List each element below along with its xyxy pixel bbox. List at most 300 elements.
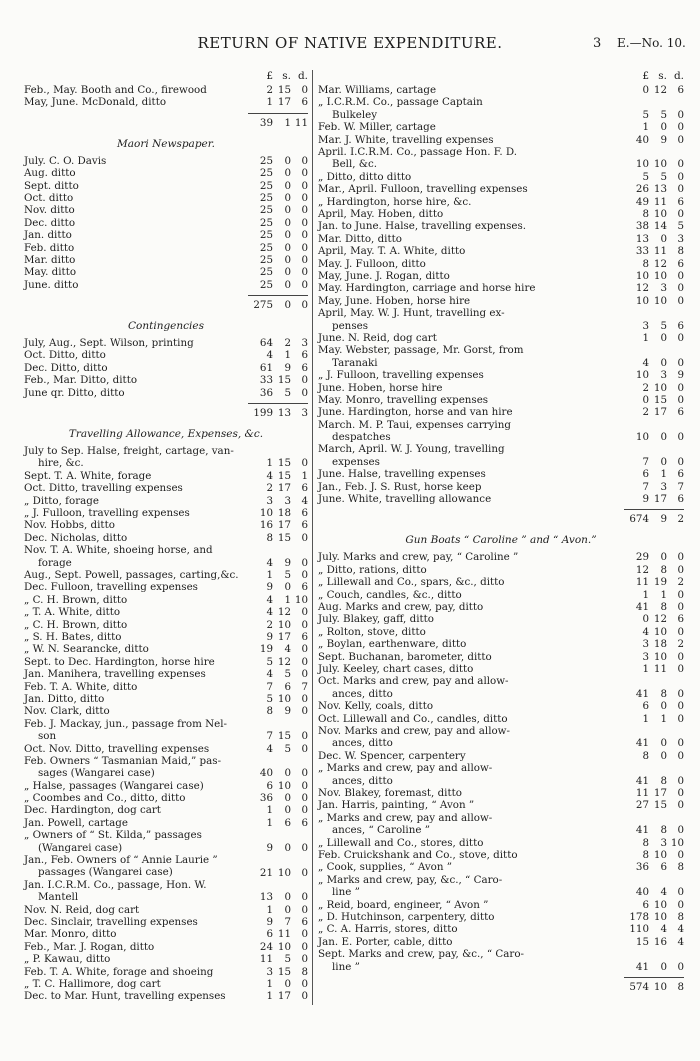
entry-text: Dec. ditto bbox=[24, 216, 76, 229]
ledger-row bbox=[24, 254, 308, 266]
pence: 6 bbox=[301, 361, 308, 374]
entry-description bbox=[24, 792, 186, 804]
shillings: 3 bbox=[284, 494, 291, 507]
shillings: 0 bbox=[660, 960, 667, 973]
pence: 0 bbox=[677, 687, 684, 700]
ledger-row bbox=[24, 718, 308, 743]
pounds: 7 bbox=[266, 680, 273, 693]
entry-text-continued: sages (Wangarei case) bbox=[38, 767, 155, 780]
entry-description bbox=[24, 978, 161, 990]
ledger-row bbox=[24, 242, 308, 254]
entry-description bbox=[24, 519, 115, 531]
amount bbox=[628, 382, 684, 394]
pounds: 25 bbox=[259, 216, 273, 229]
left-column bbox=[24, 70, 308, 1003]
entry-text: Jan. Ditto, ditto bbox=[24, 692, 105, 705]
pence: 9 bbox=[677, 369, 684, 382]
entry-text-continued: Mantell bbox=[38, 891, 79, 904]
ledger-row bbox=[24, 804, 308, 816]
ledger-row bbox=[24, 569, 308, 581]
entry-description bbox=[24, 155, 106, 167]
pence: 7 bbox=[677, 480, 684, 493]
amount bbox=[252, 167, 308, 179]
amount bbox=[252, 229, 308, 241]
entry-text: Jan., Feb. J. S. Rust, horse keep bbox=[318, 480, 482, 493]
pounds: 1 bbox=[266, 978, 273, 991]
pence: 4 bbox=[301, 494, 308, 507]
entry-text-continued: hire, &c. bbox=[38, 457, 84, 470]
amount bbox=[252, 681, 308, 693]
ledger-row bbox=[318, 220, 684, 232]
ledger-row bbox=[318, 762, 684, 787]
amount bbox=[252, 407, 308, 419]
entry-description bbox=[318, 493, 491, 505]
shillings: 15 bbox=[653, 393, 667, 406]
pounds: 25 bbox=[259, 229, 273, 242]
pounds: 4 bbox=[266, 606, 273, 619]
entry-description bbox=[318, 936, 453, 948]
amount bbox=[252, 519, 308, 531]
entry-description bbox=[24, 928, 116, 940]
entry-description bbox=[24, 482, 183, 494]
pounds: 1 bbox=[266, 804, 273, 817]
pounds: 674 bbox=[629, 513, 649, 526]
shillings: 3 bbox=[660, 480, 667, 493]
entry-text: July. C. O. Davis bbox=[24, 154, 107, 167]
pounds: 5 bbox=[642, 170, 649, 183]
amount bbox=[628, 84, 684, 96]
pounds: 41 bbox=[635, 960, 649, 973]
pence: 0 bbox=[677, 625, 684, 638]
amount bbox=[252, 978, 308, 990]
shillings: 0 bbox=[284, 204, 291, 217]
shillings: 9 bbox=[284, 361, 291, 374]
entry-text: Feb., Mar. J. Rogan, ditto bbox=[24, 940, 155, 953]
shillings: 5 bbox=[660, 108, 667, 121]
entry-text: „ P. Kawau, ditto bbox=[24, 953, 111, 966]
shillings: 0 bbox=[284, 191, 291, 204]
entry-text: „ Lillewall and Co., spars, &c., ditto bbox=[318, 576, 505, 589]
ledger-row bbox=[318, 589, 684, 601]
amount bbox=[628, 109, 684, 121]
pence: 3 bbox=[301, 337, 308, 350]
pounds: 4 bbox=[642, 625, 649, 638]
ledger-row bbox=[24, 743, 308, 755]
entry-text: Sept. Marks and crew, pay, &c., “ Caro- bbox=[318, 948, 525, 961]
pounds: 6 bbox=[642, 898, 649, 911]
pounds: 7 bbox=[266, 730, 273, 743]
entry-description bbox=[318, 663, 473, 675]
section-title-maori-newspaper: Maori Newspaper. bbox=[117, 137, 215, 150]
entry-text: Mar. ditto bbox=[24, 253, 76, 266]
shillings: 0 bbox=[284, 278, 291, 291]
pounds: 1 bbox=[266, 96, 273, 109]
entry-description bbox=[24, 966, 213, 978]
ledger-row bbox=[318, 750, 684, 762]
shillings: 6 bbox=[284, 816, 291, 829]
entry-text: „ D. Hutchinson, carpentery, ditto bbox=[318, 910, 495, 923]
pounds: 39 bbox=[259, 116, 273, 129]
pounds: 1 bbox=[266, 569, 273, 581]
shillings: 17 bbox=[277, 96, 291, 109]
entry-text-continued: ances, ditto bbox=[332, 737, 393, 750]
pence: 8 bbox=[677, 910, 684, 923]
shillings: 17 bbox=[653, 406, 667, 419]
shillings: 0 bbox=[660, 700, 667, 713]
gun-boats-total bbox=[318, 976, 684, 996]
pence: 0 bbox=[301, 804, 308, 817]
pounds: 36 bbox=[635, 861, 649, 874]
pence: 0 bbox=[301, 531, 308, 544]
ledger-row bbox=[318, 295, 684, 307]
shillings: 3 bbox=[660, 836, 667, 849]
ledger-row bbox=[318, 406, 684, 418]
amount bbox=[252, 299, 308, 311]
entry-description bbox=[318, 468, 486, 480]
amount bbox=[252, 279, 308, 291]
ledger-row bbox=[24, 829, 308, 854]
ledger-row bbox=[24, 631, 308, 643]
pence: 0 bbox=[301, 903, 308, 916]
amount bbox=[252, 631, 308, 643]
ledger-row bbox=[24, 84, 308, 96]
pence: 6 bbox=[677, 468, 684, 481]
pounds: 25 bbox=[259, 191, 273, 204]
shillings: 5 bbox=[660, 319, 667, 332]
entry-description bbox=[24, 349, 106, 361]
pounds: 61 bbox=[259, 361, 273, 374]
amount bbox=[628, 824, 684, 836]
shillings: 10 bbox=[277, 618, 291, 631]
shillings: 15 bbox=[277, 84, 291, 96]
pence: 5 bbox=[677, 220, 684, 233]
amount bbox=[252, 990, 308, 1002]
ledger-row bbox=[24, 854, 308, 879]
pounds: 49 bbox=[635, 195, 649, 208]
entry-text: „ Hardington, horse hire, &c. bbox=[318, 195, 472, 208]
ledger-row bbox=[318, 861, 684, 873]
ledger-row bbox=[24, 544, 308, 569]
pence: 0 bbox=[301, 266, 308, 279]
ledger-row bbox=[24, 916, 308, 928]
pence: 0 bbox=[677, 662, 684, 675]
entry-text: Feb., May. Booth and Co., firewood bbox=[24, 84, 207, 96]
entry-text: May. Webster, passage, Mr. Gorst, from bbox=[318, 344, 524, 357]
entry-description bbox=[318, 849, 518, 861]
entry-text: Jan. E. Porter, cable, ditto bbox=[318, 935, 453, 948]
ledger-row bbox=[318, 849, 684, 861]
entry-text: Feb. W. Miller, cartage bbox=[318, 121, 436, 134]
amount bbox=[252, 204, 308, 216]
amount bbox=[628, 638, 684, 650]
entry-description bbox=[318, 589, 462, 601]
pence: 6 bbox=[301, 816, 308, 829]
shillings: 4 bbox=[660, 886, 667, 899]
section-title-gun-boats: Gun Boats “ Caroline ” and “ Avon.” bbox=[405, 534, 597, 547]
entry-text: Oct. Ditto, travelling expenses bbox=[24, 482, 183, 495]
entry-text: Mar. J. White, travelling expenses bbox=[318, 133, 494, 146]
pounds: 5 bbox=[266, 692, 273, 705]
entry-description bbox=[318, 84, 436, 96]
entry-text: Sept. ditto bbox=[24, 179, 79, 192]
ledger-row bbox=[318, 270, 684, 282]
shillings: 12 bbox=[277, 606, 291, 619]
shillings: 17 bbox=[277, 990, 291, 1003]
ledger-row bbox=[24, 594, 308, 606]
pounds: 1 bbox=[642, 331, 649, 344]
ledger-row bbox=[318, 812, 684, 837]
shillings: 1 bbox=[284, 116, 291, 129]
shillings: 10 bbox=[653, 898, 667, 911]
pounds: 3 bbox=[642, 650, 649, 663]
entry-text: Jan. ditto bbox=[24, 229, 72, 242]
ledger-row bbox=[318, 923, 684, 935]
amount bbox=[252, 457, 308, 469]
entry-description bbox=[318, 481, 481, 493]
entry-text: June. Halse, travelling expenses bbox=[318, 468, 486, 481]
pounds: 25 bbox=[259, 278, 273, 291]
pounds: 41 bbox=[635, 687, 649, 700]
pence: 0 bbox=[301, 643, 308, 656]
shillings: 10 bbox=[653, 910, 667, 923]
entry-text: June. Hoben, horse hire bbox=[318, 381, 443, 394]
amount bbox=[628, 787, 684, 799]
entry-description bbox=[318, 369, 484, 381]
shillings: 8 bbox=[660, 563, 667, 576]
amount bbox=[628, 332, 684, 344]
amount bbox=[628, 961, 684, 973]
entry-text: Mar. Monro, ditto bbox=[24, 928, 117, 941]
shillings: 10 bbox=[653, 980, 667, 993]
pounds: 4 bbox=[642, 356, 649, 369]
pounds: 40 bbox=[635, 886, 649, 899]
entry-description bbox=[24, 594, 127, 606]
ledger-row bbox=[318, 551, 684, 563]
ledger-row bbox=[318, 307, 684, 332]
amount bbox=[252, 606, 308, 618]
shillings: 0 bbox=[660, 331, 667, 344]
entry-text: „ Lillewall and Co., stores, ditto bbox=[318, 836, 484, 849]
maori-newspaper-total bbox=[24, 294, 308, 314]
shillings: 1 bbox=[660, 588, 667, 601]
amount bbox=[252, 668, 308, 680]
section-total-row bbox=[24, 294, 308, 314]
entry-description bbox=[24, 374, 137, 386]
amount bbox=[252, 557, 308, 569]
ledger-row bbox=[318, 936, 684, 948]
shillings-header: s. bbox=[658, 70, 667, 82]
shillings: 5 bbox=[284, 386, 291, 399]
amount bbox=[252, 767, 308, 779]
pounds: 8 bbox=[642, 848, 649, 861]
pence: 0 bbox=[301, 990, 308, 1003]
pounds: 4 bbox=[266, 469, 273, 482]
entry-text: Jan. Manihera, travelling expenses bbox=[24, 668, 206, 681]
pence: 0 bbox=[301, 928, 308, 941]
amount bbox=[628, 700, 684, 712]
pence: 0 bbox=[301, 204, 308, 217]
pounds: 1 bbox=[266, 903, 273, 916]
amount bbox=[252, 242, 308, 254]
shillings: 0 bbox=[284, 179, 291, 192]
amount bbox=[252, 594, 308, 606]
entry-text: April, May. T. A. White, ditto bbox=[318, 245, 466, 258]
entry-text: Feb. Cruickshank and Co., stove, ditto bbox=[318, 848, 518, 861]
shillings: 19 bbox=[653, 576, 667, 589]
shillings: 15 bbox=[277, 531, 291, 544]
money-header-right bbox=[318, 70, 684, 84]
entry-description bbox=[318, 713, 508, 725]
entry-text: „ Ditto, rations, ditto bbox=[318, 563, 427, 576]
amount bbox=[252, 507, 308, 519]
pounds: 1 bbox=[642, 121, 649, 134]
amount bbox=[628, 564, 684, 576]
ledger-row bbox=[318, 369, 684, 381]
pence: 0 bbox=[677, 294, 684, 307]
pence: 0 bbox=[677, 960, 684, 973]
entry-description bbox=[24, 693, 104, 705]
entry-description bbox=[24, 705, 110, 717]
ledger-row bbox=[318, 233, 684, 245]
pence: 0 bbox=[677, 786, 684, 799]
pence: 0 bbox=[301, 891, 308, 904]
amount bbox=[628, 468, 684, 480]
amount bbox=[628, 320, 684, 332]
entry-text: July. Keeley, chart cases, ditto bbox=[318, 662, 474, 675]
entry-text: Sept. T. A. White, forage bbox=[24, 469, 152, 482]
shillings: 6 bbox=[660, 861, 667, 874]
entry-text: „ Rolton, stove, ditto bbox=[318, 625, 426, 638]
pounds: 36 bbox=[259, 386, 273, 399]
entry-description bbox=[24, 743, 209, 755]
pounds: 19 bbox=[259, 643, 273, 656]
pence: 0 bbox=[677, 898, 684, 911]
pence: 6 bbox=[677, 613, 684, 626]
entry-text: Feb., Mar. Ditto, ditto bbox=[24, 374, 138, 387]
entry-description bbox=[318, 121, 436, 133]
shillings: 5 bbox=[660, 170, 667, 183]
pence: 0 bbox=[677, 393, 684, 406]
ledger-row bbox=[24, 217, 308, 229]
pence: 1 bbox=[301, 469, 308, 482]
pounds: 21 bbox=[259, 866, 273, 879]
shillings: 9 bbox=[660, 513, 667, 526]
ledger-row bbox=[318, 258, 684, 270]
shillings: 13 bbox=[277, 407, 291, 420]
entry-text: Mar. Williams, cartage bbox=[318, 84, 437, 96]
shillings: 6 bbox=[284, 680, 291, 693]
pounds: 64 bbox=[259, 337, 273, 350]
pounds: 1 bbox=[642, 588, 649, 601]
pence: 0 bbox=[677, 650, 684, 663]
pence: 6 bbox=[301, 916, 308, 929]
entry-text: „ W. N. Searancke, ditto bbox=[24, 643, 149, 656]
pence: 0 bbox=[301, 154, 308, 167]
pence: 0 bbox=[677, 331, 684, 344]
amount bbox=[628, 245, 684, 257]
pounds: 5 bbox=[642, 108, 649, 121]
shillings: 8 bbox=[660, 687, 667, 700]
pounds: 9 bbox=[266, 630, 273, 643]
entry-text: May. J. Fulloon, ditto bbox=[318, 257, 426, 270]
shillings: 0 bbox=[284, 581, 291, 594]
shillings-header: s. bbox=[282, 70, 291, 82]
entry-text: May. Hardington, carriage and horse hire bbox=[318, 282, 536, 295]
pence: 0 bbox=[301, 556, 308, 569]
page-number: 3 bbox=[593, 36, 602, 51]
ledger-row bbox=[318, 332, 684, 344]
entry-text: Feb. T. A. White, forage and shoeing bbox=[24, 965, 214, 978]
entry-description bbox=[24, 96, 166, 108]
shillings: 0 bbox=[284, 792, 291, 805]
entry-text: Dec. to Mar. Hunt, travelling expenses bbox=[24, 990, 226, 1003]
entry-text: April. I.C.R.M. Co., passage Hon. F. D. bbox=[318, 145, 518, 158]
pounds: 199 bbox=[253, 407, 273, 420]
entry-text: Feb. T. A. White, ditto bbox=[24, 680, 138, 693]
right-column bbox=[318, 70, 684, 996]
entry-text: Jan. I.C.R.M. Co., passage, Hon. W. bbox=[24, 878, 207, 891]
entry-text: Oct. Lillewall and Co., candles, ditto bbox=[318, 712, 508, 725]
pounds: 40 bbox=[259, 767, 273, 780]
entry-text: Nov. Clark, ditto bbox=[24, 705, 110, 718]
ledger-row bbox=[318, 443, 684, 468]
amount bbox=[628, 551, 684, 563]
pence: 0 bbox=[301, 779, 308, 792]
ledger-row bbox=[24, 581, 308, 593]
entry-description bbox=[318, 576, 504, 588]
pounds: 2 bbox=[266, 482, 273, 495]
amount bbox=[252, 891, 308, 903]
entry-text: Aug., Sept. Powell, passages, carting,&c. bbox=[24, 569, 239, 581]
shillings: 10 bbox=[653, 650, 667, 663]
section-title-travelling-allowance: Travelling Allowance, Expenses, &c. bbox=[68, 428, 264, 441]
entry-description bbox=[24, 953, 110, 965]
amount bbox=[628, 208, 684, 220]
amount bbox=[252, 84, 308, 96]
pounds: 25 bbox=[259, 253, 273, 266]
entry-text: June. Hardington, horse and van hire bbox=[318, 406, 513, 419]
amount bbox=[252, 817, 308, 829]
entry-description bbox=[318, 551, 518, 563]
amount bbox=[252, 966, 308, 978]
amount bbox=[628, 220, 684, 232]
entry-text-continued: son bbox=[38, 730, 57, 743]
pounds: 3 bbox=[642, 638, 649, 651]
pence: 6 bbox=[301, 349, 308, 362]
entry-description bbox=[24, 180, 79, 192]
ledger-row bbox=[318, 84, 684, 96]
entry-description bbox=[24, 916, 198, 928]
shillings: 10 bbox=[653, 381, 667, 394]
pounds: 16 bbox=[259, 519, 273, 532]
contingencies-entries bbox=[24, 337, 308, 399]
entry-description bbox=[318, 861, 452, 873]
entry-description bbox=[24, 804, 161, 816]
shillings: 17 bbox=[653, 786, 667, 799]
amount bbox=[252, 217, 308, 229]
pence: 0 bbox=[301, 668, 308, 681]
pounds: 11 bbox=[635, 576, 649, 589]
pounds: 6 bbox=[266, 779, 273, 792]
ledger-row bbox=[24, 879, 308, 904]
shillings: 0 bbox=[284, 229, 291, 242]
amount bbox=[252, 619, 308, 631]
shillings: 0 bbox=[660, 737, 667, 750]
pounds: 10 bbox=[635, 369, 649, 382]
entry-description bbox=[318, 911, 494, 923]
ledger-row bbox=[24, 279, 308, 291]
ledger-row bbox=[24, 941, 308, 953]
